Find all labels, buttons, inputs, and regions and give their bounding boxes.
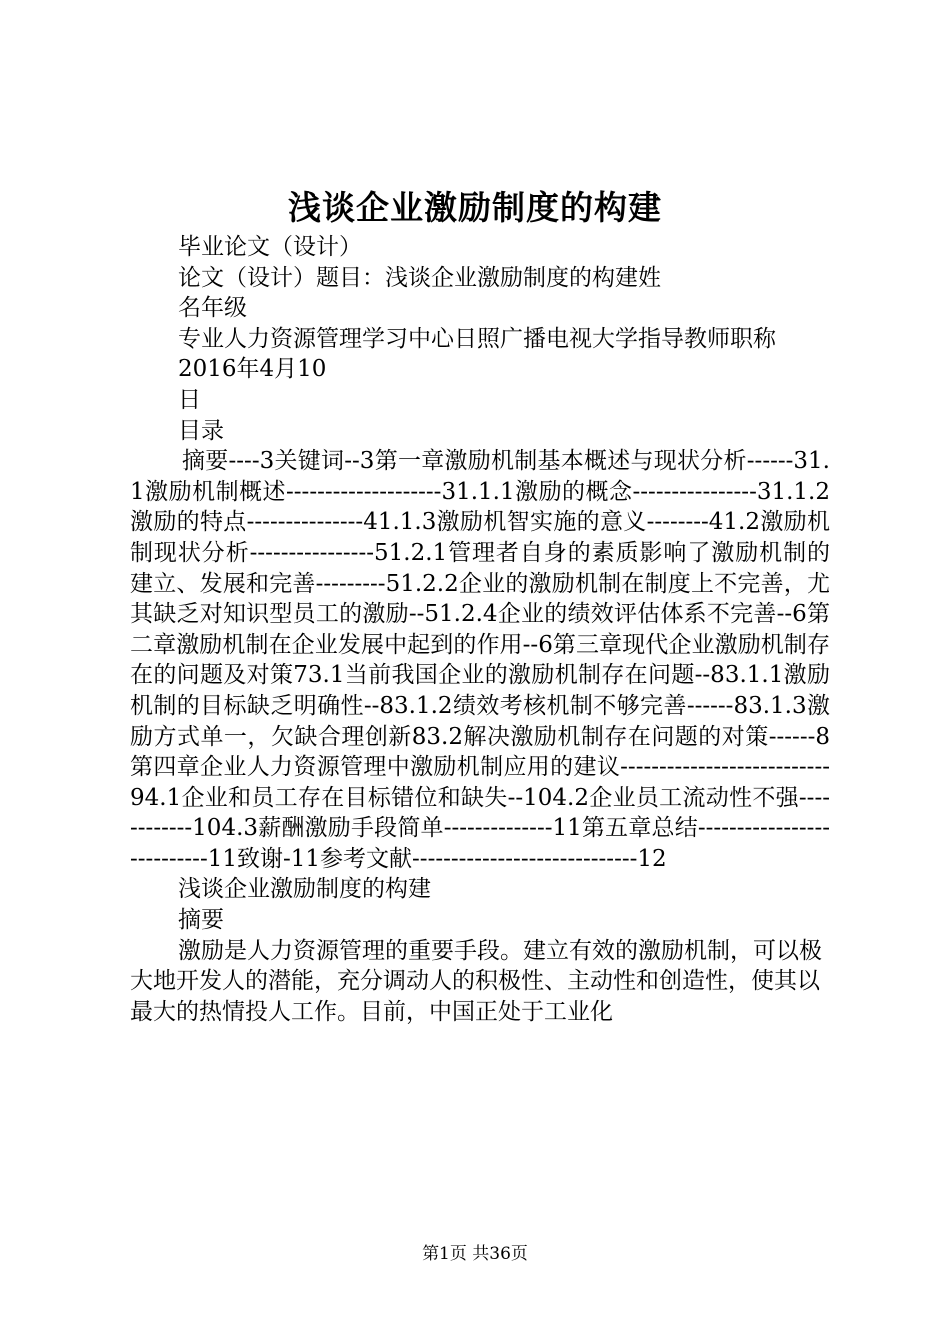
thesis-type-line: 毕业论文（设计） (178, 234, 362, 260)
date-day-line: 日 (178, 386, 201, 413)
toc-heading: 目录 (178, 417, 224, 444)
document-title: 浅谈企业激励制度的构建 (288, 188, 662, 227)
page-number-footer: 第1页 共36页 (422, 1244, 528, 1264)
document-body (130, 232, 830, 1027)
abstract-paragraph: 激励是人力资源管理的重要手段。建立有效的激励机制，可以极大地开发人的潜能，充分调动人的积极性、主动性和创造性，使其以最大的热情投人工作。目前，中国正处于工业化 (130, 937, 822, 1025)
thesis-topic-line: 论文（设计）题目：浅谈企业激励制度的构建姓 (178, 264, 661, 291)
abstract-heading: 摘要 (178, 907, 224, 934)
major-center-line: 专业人力资源管理学习中心日照广播电视大学指导教师职称 (178, 325, 776, 352)
name-grade-line: 名年级 (178, 295, 247, 322)
date-line: 2016年4月10 (178, 356, 327, 383)
table-of-contents: 摘要----3关键词--3第一章激励机制基本概述与现状分析------31.1激励机制概述--------------------31.1.1激励的概念----------------31.1.2激励的特点---------------41.1.3激励机智实施的意义--------41.2激励机制现状分析----------------51.2.1管理者自身的素质影响了激励机制的建立、发展和完善---------51.2.2企业的激励机制在制度上不完善，尤其缺乏对知识型员工的激励--51.2.4企业的绩效评估体系不完善--6第二章激励机制在企业发展中起到的作用--6第三章现代企业激励机制存在的问题及对策73.1当前我国企业的激励机制存在问题--83.1.1激励机制的目标缺乏明确性--83.1.2绩效考核机制不够完善------83.1.3激励方式单一，欠缺合理创新83.2解决激励机制存在问题的对策------8第四章企业人力资源管理中激励机制应用的建议---------------------------94.1企业和员工存在目标错位和缺失--104.2企业员工流动性不强------------104.3薪酬激励手段简单--------------11第五章总结---------------------------11致谢-11参考文献-----------------------------12 (130, 448, 830, 872)
section-title: 浅谈企业激励制度的构建 (178, 876, 431, 903)
